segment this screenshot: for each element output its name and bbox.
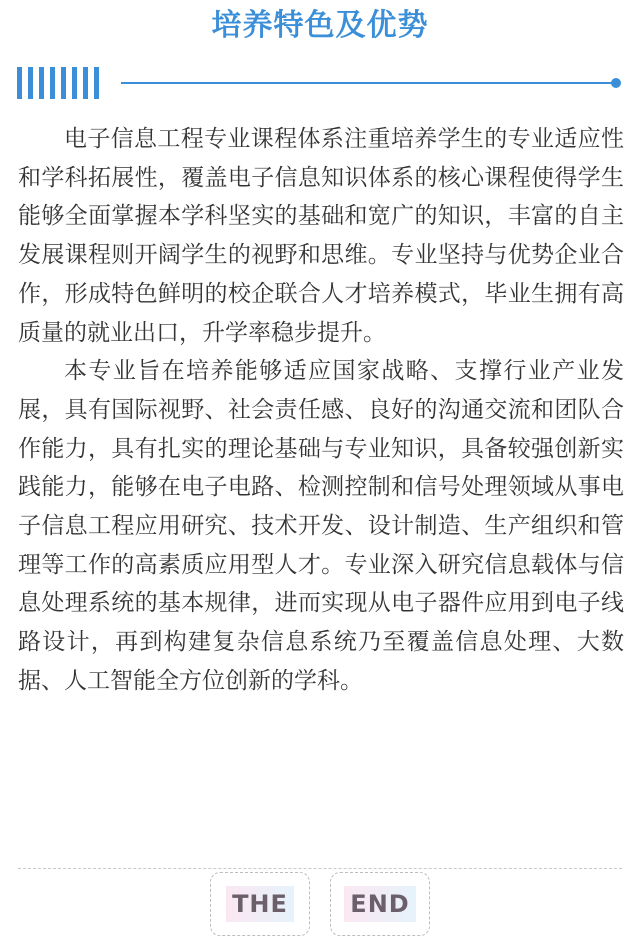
the-label: THE bbox=[226, 886, 294, 922]
footer-dashed-line bbox=[18, 868, 622, 869]
stripe-decoration bbox=[17, 67, 101, 99]
divider-dot bbox=[611, 78, 621, 88]
paragraph-2: 本专业旨在培养能够适应国家战略、支撑行业产业发展，具有国际视野、社会责任感、良好的沟通交流和团队合作能力，具有扎实的理论基础与专业知识，具备较强创新实践能力，能够在电子电路、检测控制和信号处理领域从事电子信息工程应用研究、技术开发、设计制造、生产组织和管理等工作的高素质应用型人才。专业深入研究信息载体与信息处理系统的基本规律，进而实现从电子器件应用到电子线路设计，再到构建复杂信息系统乃至覆盖信息处理、大数据、人工智能全方位创新的学科。 bbox=[18, 358, 624, 694]
divider-line bbox=[121, 82, 615, 84]
section-title: 培养特色及优势 bbox=[211, 8, 429, 43]
article-body bbox=[18, 120, 624, 701]
title-divider bbox=[17, 67, 625, 99]
end-label: END bbox=[344, 886, 415, 922]
the-badge bbox=[210, 872, 310, 936]
paragraph-1: 电子信息工程专业课程体系注重培养学生的专业适应性和学科拓展性，覆盖电子信息知识体系的核心课程使得学生能够全面掌握本学科坚实的基础和宽广的知识，丰富的自主发展课程则开阔学生的视野和思维。专业坚持与优势企业合作，形成特色鲜明的校企联合人才培养模式，毕业生拥有高质量的就业出口，升学率稳步提升。 bbox=[18, 126, 624, 346]
end-badge bbox=[330, 872, 430, 936]
